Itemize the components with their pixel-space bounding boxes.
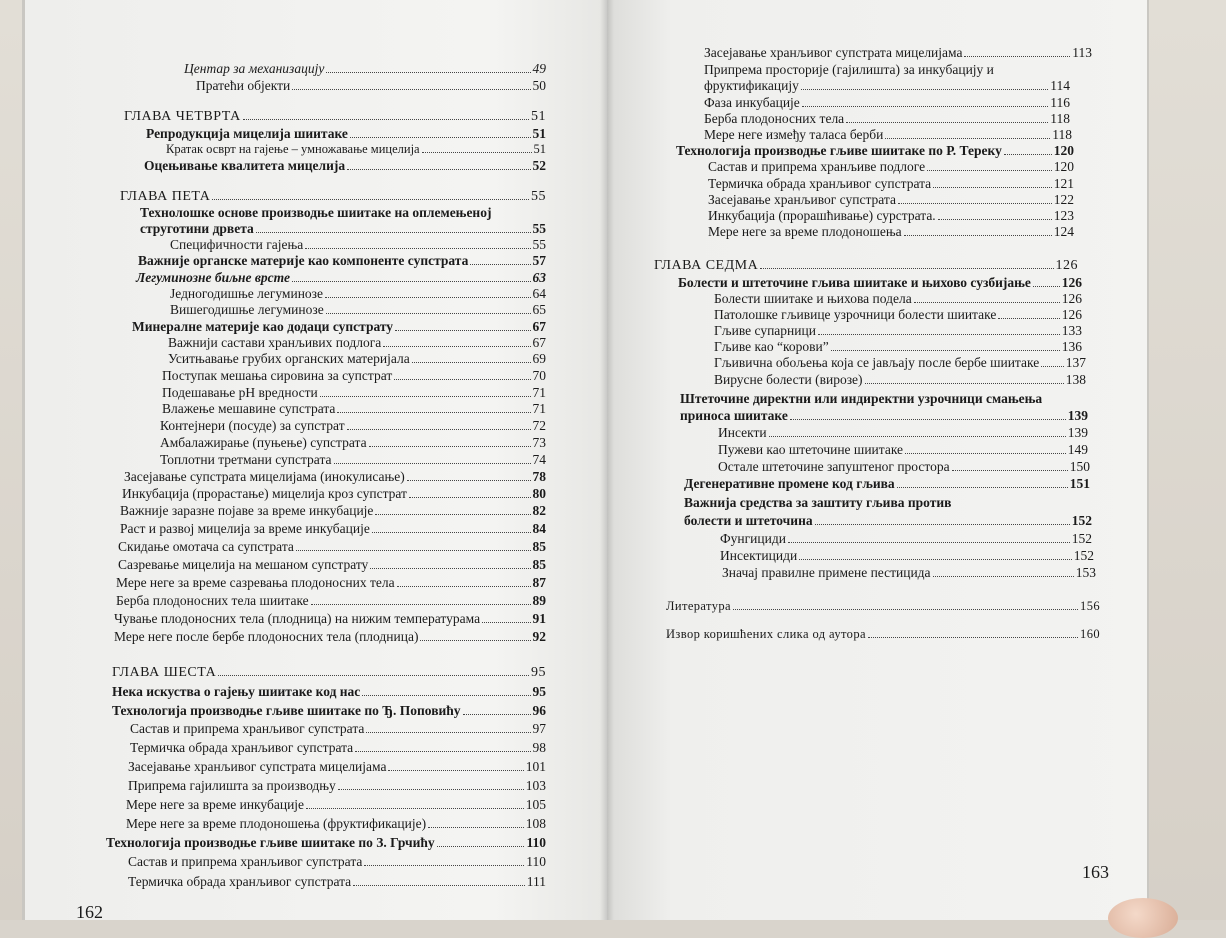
toc-entry: Берба плодоносних тела шиитаке 89 xyxy=(116,593,546,608)
toc-entry: Састав и припрема хранљиве подлоге 120 xyxy=(708,159,1074,174)
toc-entry: Вирусне болести (вирозе) 138 xyxy=(714,372,1086,387)
toc-entry: Пужеви као штеточине шиитаке 149 xyxy=(718,442,1088,457)
toc-entry: Чување плодоносних тела (плодница) на нижим температурама 91 xyxy=(114,611,546,626)
toc-entry: Засејавање супстрата мицелијама (инокулисање) 78 xyxy=(124,469,546,484)
toc-entry: Болести шиитаке и њихова подела 126 xyxy=(714,291,1082,306)
page-number: 163 xyxy=(1082,862,1109,882)
toc-entry: струготини дрвета 55 xyxy=(140,221,546,236)
toc-entry: Важније заразне појаве за време инкубације 82 xyxy=(120,503,546,518)
toc-entry: Термичка обрада хранљивог супстрата 121 xyxy=(708,176,1074,191)
toc-entry: Гљиве као “корови” 136 xyxy=(714,339,1082,354)
toc-entry: Подешавање pH вредности 71 xyxy=(162,385,546,400)
toc-entry: Засејавање хранљивог супстрата мицелијама 113 xyxy=(704,45,1092,60)
toc-entry: Влажење мешавине супстрата 71 xyxy=(162,401,546,416)
toc-entry: Извор коришћених слика од аутора 160 xyxy=(666,627,1100,641)
toc-entry: Технологија производње гљиве шиитаке по Р. Тереку 120 xyxy=(676,143,1074,158)
toc-entry: болести и штеточина 152 xyxy=(684,513,1092,528)
toc-entry: Мере неге за време инкубације 105 xyxy=(126,797,546,812)
toc-entry: Минералне материје као додаци супстрату 67 xyxy=(132,319,546,334)
toc-entry: Мере неге за време плодоношења (фруктификације) 108 xyxy=(126,816,546,831)
toc-entry: Дегенеративне промене код гљива 151 xyxy=(684,476,1090,491)
toc-entry: Мере неге после бербе плодоносних тела (плодница) 92 xyxy=(114,629,546,644)
toc-entry: Састав и припрема хранљивог супстрата 110 xyxy=(128,854,546,869)
toc-entry: Сазревање мицелија на мешаном супстрату 85 xyxy=(118,557,546,572)
toc-entry: Уситњавање грубих органских материјала 69 xyxy=(168,351,546,366)
toc-entry: Вишегодишње легуминозе 65 xyxy=(170,302,546,317)
chapter-heading: ГЛАВА СЕДМА 126 xyxy=(654,258,1078,273)
toc-entry: Припрема гајилишта за производњу 103 xyxy=(128,778,546,793)
toc-entry: Литература 156 xyxy=(666,599,1100,613)
toc-entry: Инсектициди 152 xyxy=(720,548,1094,563)
toc-entry: Скидање омотача са супстрата 85 xyxy=(118,539,546,554)
toc-entry: Специфичности гајења 55 xyxy=(170,237,546,252)
toc-entry: Мере неге за време сазревања плодоносних тела 87 xyxy=(116,575,546,590)
toc-entry: Засејавање хранљивог супстрата мицелијама 101 xyxy=(128,759,546,774)
toc-entry: Раст и развој мицелија за време инкубације 84 xyxy=(120,521,546,536)
toc-entry: Остале штеточине запуштеног простора 150 xyxy=(718,459,1090,474)
toc-entry: Важнији састави хранљивих подлога 67 xyxy=(168,335,546,350)
toc-entry: Инкубација (прорастање) мицелија кроз супстрат 80 xyxy=(122,486,546,501)
toc-entry: Болести и штеточине гљива шиитаке и њихово сузбијање 126 xyxy=(678,275,1082,290)
fingertip xyxy=(1108,898,1178,938)
toc-entry: Термичка обрада хранљивог супстрата 98 xyxy=(130,740,546,755)
toc-entry-wrap: Припрема просторије (гајилишта) за инкубацију и xyxy=(704,62,994,77)
toc-entry: Састав и припрема хранљивог супстрата 97 xyxy=(130,721,546,736)
toc-entry: приноса шиитаке 139 xyxy=(680,408,1088,423)
toc-entry: Инсекти 139 xyxy=(718,425,1088,440)
toc-entry: Пратећи објекти 50 xyxy=(196,78,546,93)
toc-entry: Мере неге за време плодоношења 124 xyxy=(708,224,1074,239)
toc-entry: Репродукција мицелија шиитаке 51 xyxy=(146,126,546,141)
toc-entry: Инкубација (прорашћивање) сурстрата. 123 xyxy=(708,208,1074,223)
chapter-heading: ГЛАВА ШЕСТА 95 xyxy=(112,665,546,680)
toc-entry: Гљиве супарници 133 xyxy=(714,323,1082,338)
toc-entry: Контејнери (посуде) за супстрат 72 xyxy=(160,418,546,433)
toc-entry: Кратак осврт на гајење – умножавање мицелија 51 xyxy=(166,142,546,156)
toc-entry: Технологија производње гљиве шиитаке по Ђ. Поповићу 96 xyxy=(112,703,546,718)
toc-entry-wrap: Важнија средства за заштиту гљива против xyxy=(684,495,952,510)
toc-entry: Значај правилне примене пестицида 153 xyxy=(722,565,1096,580)
toc-entry: Једногодишње легуминозе 64 xyxy=(170,286,546,301)
toc-entry: Топлотни третмани супстрата 74 xyxy=(160,452,546,467)
toc-entry: Засејавање хранљивог супстрата 122 xyxy=(708,192,1074,207)
chapter-heading: ГЛАВА ЧЕТВРТА 51 xyxy=(124,109,546,124)
toc-entry-wrap: Технолошке основе производње шиитаке на оплемењеној xyxy=(140,205,492,220)
toc-entry: Фунгициди 152 xyxy=(720,531,1092,546)
toc-entry: Технологија производње гљиве шиитаке по З. Грчићу 110 xyxy=(106,835,546,850)
toc-entry: фруктификацију 114 xyxy=(704,78,1070,93)
book-gutter xyxy=(600,0,614,920)
toc-entry: Нека искуства о гајењу шиитаке код нас 95 xyxy=(112,684,546,699)
toc-entry: Амбалажирање (пуњење) супстрата 73 xyxy=(160,435,546,450)
toc-entry: Фаза инкубације 116 xyxy=(704,95,1070,110)
toc-entry-wrap: Штеточине директни или индиректни узрочници смањења xyxy=(680,391,1043,406)
toc-entry: Центар за механизацију 49 xyxy=(184,61,546,76)
page-number: 162 xyxy=(76,902,103,922)
toc-entry: Оцењивање квалитета мицелија 52 xyxy=(144,158,546,173)
toc-entry: Термичка обрада хранљивог супстрата 111 xyxy=(128,874,546,889)
toc-entry: Берба плодоносних тела 118 xyxy=(704,111,1070,126)
toc-entry: Патолошке гљивице узрочници болести шиитаке 126 xyxy=(714,307,1082,322)
toc-entry: Поступак мешања сировина за супстрат 70 xyxy=(162,368,546,383)
toc-entry: Важније органске материје као компоненте супстрата 57 xyxy=(138,253,546,268)
chapter-heading: ГЛАВА ПЕТА 55 xyxy=(120,189,546,204)
toc-entry: Гљивична обољења која се јављају после бербе шиитаке 137 xyxy=(714,355,1086,370)
toc-entry: Мере неге између таласа берби 118 xyxy=(704,127,1072,142)
toc-entry: Легуминозне биљне врсте 63 xyxy=(136,270,546,285)
